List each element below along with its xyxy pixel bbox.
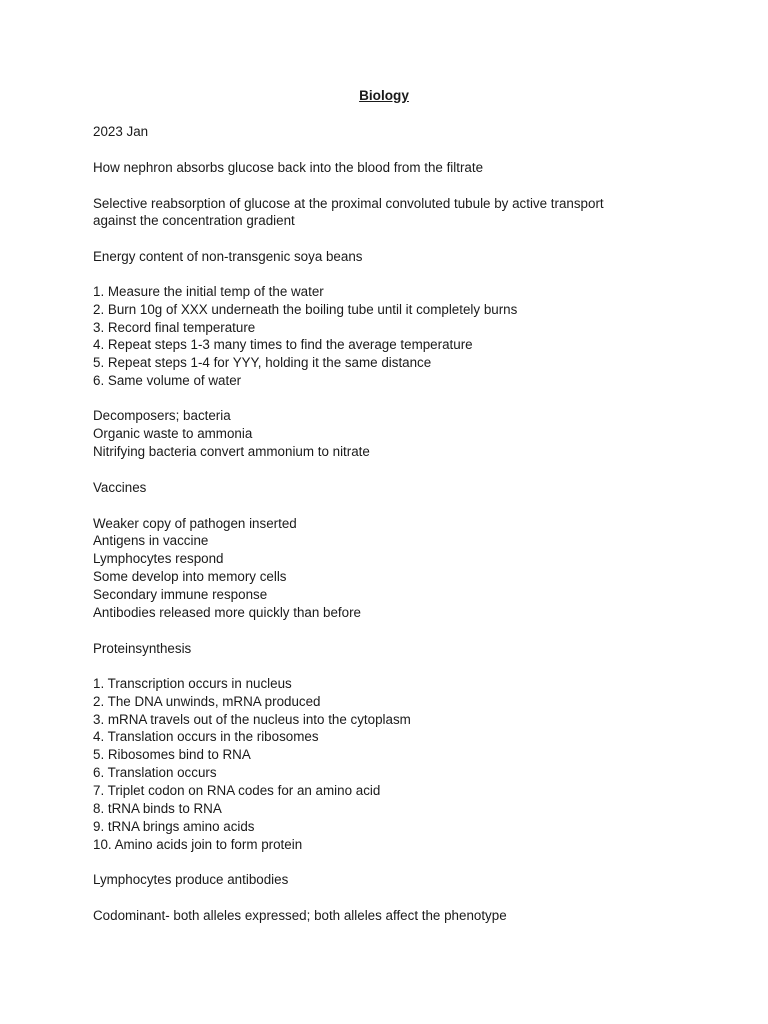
- list-item: 6. Same volume of water: [93, 373, 242, 388]
- text-line: Lymphocytes respond: [93, 551, 224, 566]
- answer-line: against the concentration gradient: [93, 213, 295, 228]
- list-item: 10. Amino acids join to form protein: [93, 837, 303, 852]
- list-item: 7. Triplet codon on RNA codes for an amino acid: [93, 783, 381, 798]
- list-item: 4. Repeat steps 1-3 many times to find the average temperature: [93, 337, 473, 352]
- question-heading: How nephron absorbs glucose back into the blood from the filtrate: [93, 160, 484, 175]
- list-item: 1. Transcription occurs in nucleus: [93, 676, 292, 691]
- text-line: Organic waste to ammonia: [93, 426, 253, 441]
- list-item: 8. tRNA binds to RNA: [93, 801, 222, 816]
- text-line: Antigens in vaccine: [93, 533, 209, 548]
- list-item: 5. Repeat steps 1-4 for YYY, holding it the same distance: [93, 355, 432, 370]
- text-line: Weaker copy of pathogen inserted: [93, 516, 297, 531]
- list-item: 2. Burn 10g of XXX underneath the boiling tube until it completely burns: [93, 302, 518, 317]
- list-item: 3. mRNA travels out of the nucleus into the cytoplasm: [93, 712, 411, 727]
- answer-line: Selective reabsorption of glucose at the proximal convoluted tubule by active transport: [93, 196, 604, 211]
- text-line: Secondary immune response: [93, 587, 268, 602]
- section-heading: Vaccines: [93, 480, 147, 495]
- text-line: Lymphocytes produce antibodies: [93, 872, 289, 887]
- list-item: 6. Translation occurs: [93, 765, 217, 780]
- page-title: Biology: [359, 88, 409, 103]
- question-heading: Energy content of non-transgenic soya beans: [93, 249, 363, 264]
- text-line: Nitrifying bacteria convert ammonium to nitrate: [93, 444, 370, 459]
- list-item: 2. The DNA unwinds, mRNA produced: [93, 694, 321, 709]
- section-heading: Proteinsynthesis: [93, 641, 192, 656]
- text-line: Codominant- both alleles expressed; both alleles affect the phenotype: [93, 908, 507, 923]
- list-item: 9. tRNA brings amino acids: [93, 819, 255, 834]
- text-line: Some develop into memory cells: [93, 569, 287, 584]
- list-item: 5. Ribosomes bind to RNA: [93, 747, 251, 762]
- date-line: 2023 Jan: [93, 124, 149, 139]
- list-item: 1. Measure the initial temp of the water: [93, 284, 324, 299]
- text-line: Antibodies released more quickly than before: [93, 605, 361, 620]
- text-line: Decomposers; bacteria: [93, 408, 231, 423]
- list-item: 4. Translation occurs in the ribosomes: [93, 729, 319, 744]
- list-item: 3. Record final temperature: [93, 320, 256, 335]
